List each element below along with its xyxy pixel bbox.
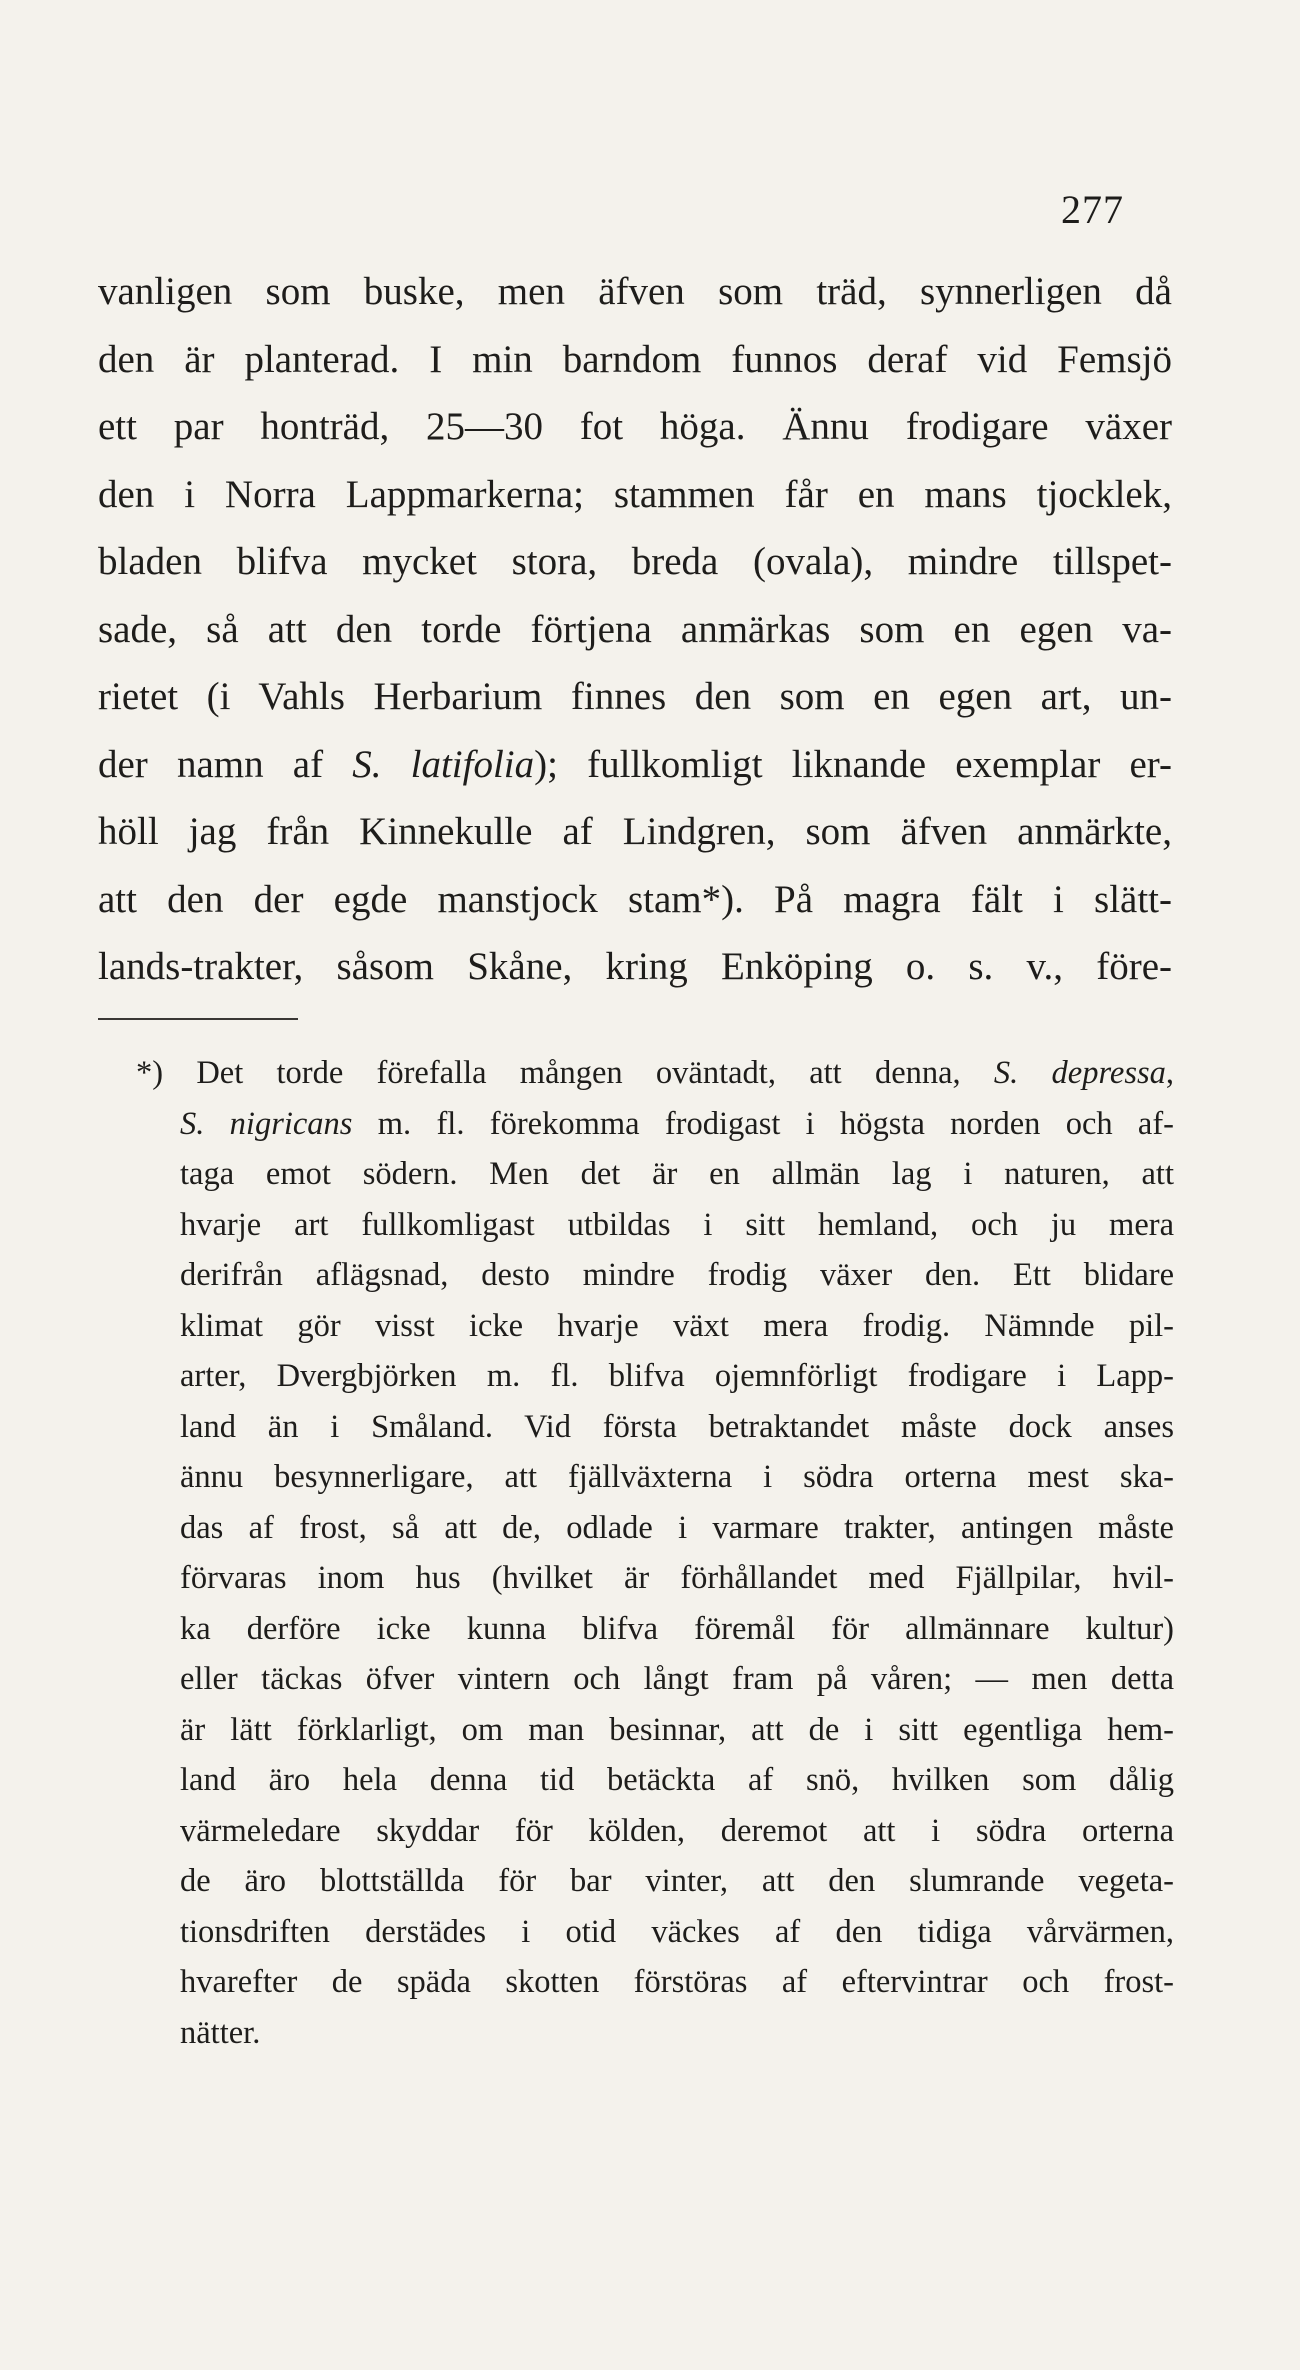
main-text-line: der namn af S. latifolia); fullkomligt liknande exemplar er- (98, 742, 1172, 786)
footnote-line: taga emot södern. Men det är en allmän lag i naturen, att (180, 1156, 1174, 1192)
footnote-line: är lätt förklarligt, om man besinnar, att de i sitt egentliga hem- (180, 1711, 1174, 1748)
main-text-block (98, 258, 1172, 1001)
footnote-line: klimat gör visst icke hvarje växt mera frodig. Nämnde pil- (180, 1307, 1174, 1344)
footnote-line: *) Det torde förefalla mången oväntadt, att denna, S. depressa, (136, 1055, 1175, 1091)
main-text-line: rietet (i Vahls Herbarium finnes den som en egen art, un- (98, 675, 1172, 718)
footnote-line: värmeledare skyddar för kölden, deremot att i södra orterna (180, 1812, 1174, 1849)
main-text-line: den i Norra Lappmarkerna; stammen får en mans tjocklek, (98, 472, 1172, 516)
footnote-line: tionsdriften derstädes i otid väckes af den tidiga vårvärmen, (180, 1913, 1174, 1950)
main-text-line: den är planterad. I min barndom funnos deraf vid Femsjö (98, 337, 1172, 381)
footnote-line: nätter. (180, 2014, 261, 2051)
footnote-line: hvarje art fullkomligast utbildas i sitt hemland, och ju mera (180, 1206, 1174, 1243)
main-text-line: vanligen som buske, men äfven som träd, synnerligen då (98, 270, 1172, 313)
main-text-line: att den der egde manstjock stam*). På magra fält i slätt- (98, 877, 1172, 921)
footnote-line: eller täckas öfver vintern och långt fram på våren; — men detta (180, 1661, 1174, 1697)
main-text-line: ett par honträd, 25—30 fot höga. Ännu frodigare växer (98, 405, 1172, 448)
footnote-line: land än i Småland. Vid första betraktandet måste dock anses (180, 1408, 1174, 1445)
footnote-line: de äro blottställda för bar vinter, att den slumrande vegeta- (180, 1863, 1174, 1899)
footnote-line: ka derföre icke kunna blifva föremål för allmännare kultur) (180, 1610, 1174, 1647)
footnote-line: das af frost, så att de, odlade i varmare trakter, antingen måste (180, 1509, 1174, 1546)
footnote-line: land äro hela denna tid betäckta af snö, hvilken som dålig (180, 1762, 1174, 1798)
main-text-line: bladen blifva mycket stora, breda (ovala), mindre tillspet- (98, 540, 1172, 583)
footnote-line: arter, Dvergbjörken m. fl. blifva ojemnförligt frodigare i Lapp- (180, 1358, 1174, 1394)
footnote-line: derifrån aflägsnad, desto mindre frodig växer den. Ett blidare (180, 1257, 1174, 1293)
footnote-block (130, 1048, 1174, 2058)
footnote-divider (98, 1018, 298, 1020)
footnote-line: hvarefter de späda skotten förstöras af eftervintrar och frost- (180, 1964, 1174, 2000)
page-number: 277 (1061, 187, 1124, 232)
main-text-line: lands-trakter, såsom Skåne, kring Enköping o. s. v., före- (98, 945, 1172, 988)
footnote-line: ännu besynnerligare, att fjällväxterna i södra orterna mest ska- (180, 1459, 1174, 1495)
main-text-line: sade, så att den torde förtjena anmärkas som en egen va- (98, 607, 1172, 651)
footnote-line: förvaras inom hus (hvilket är förhållandet med Fjällpilar, hvil- (180, 1560, 1174, 1596)
footnote-line: S. nigricans m. fl. förekomma frodigast i högsta norden och af- (180, 1105, 1175, 1142)
main-text-line: höll jag från Kinnekulle af Lindgren, som äfven anmärkte, (98, 810, 1172, 853)
